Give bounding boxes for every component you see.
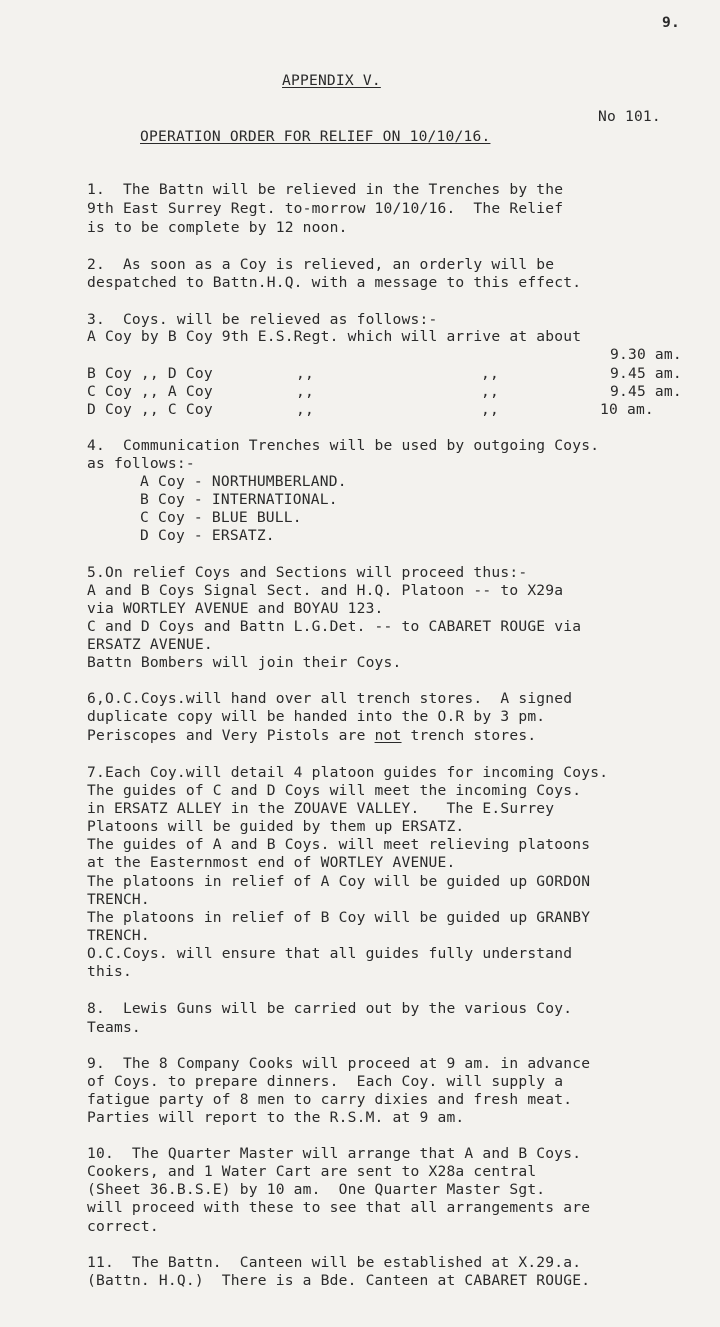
para7-line: The platoons in relief of B Coy will be guided up GRANBY [87, 909, 591, 926]
para5-line: 5.On relief Coys and Sections will proceed thus:- [87, 564, 528, 581]
para2-line: despatched to Battn.H.Q. with a message to this effect. [87, 274, 582, 291]
para8-line: Teams. [87, 1019, 141, 1036]
para7-line: The guides of A and B Coys. will meet relieving platoons [87, 836, 591, 853]
para6-text: Periscopes and Very Pistols are [87, 727, 375, 744]
para3-heading: 3. Coys. will be relieved as follows:- [87, 311, 438, 328]
trench-item: B Coy - INTERNATIONAL. [140, 491, 338, 508]
para9-line: 9. The 8 Company Cooks will proceed at 9 am. in advance [87, 1055, 591, 1072]
para7-line: 7.Each Coy.will detail 4 platoon guides for incoming Coys. [87, 764, 609, 781]
page-number: 9. [662, 14, 680, 31]
para5-line: via WORTLEY AVENUE and BOYAU 123. [87, 600, 384, 617]
para6-emphasis: not [374, 727, 402, 744]
trench-item: D Coy - ERSATZ. [140, 527, 275, 544]
para8-line: 8. Lewis Guns will be carried out by the various Coy. [87, 1000, 573, 1017]
para3-time-a: 9.30 am. [610, 346, 682, 363]
para5-line: Battn Bombers will join their Coys. [87, 654, 402, 671]
order-title: OPERATION ORDER FOR RELIEF ON 10/10/16. [140, 128, 491, 145]
para7-line: The platoons in relief of A Coy will be guided up GORDON [87, 873, 591, 890]
relief-row-coy: B Coy ,, D Coy [87, 365, 213, 382]
para7-line: O.C.Coys. will ensure that all guides fully understand [87, 945, 573, 962]
para5-line: A and B Coys Signal Sect. and H.Q. Platoon -- to X29a [87, 582, 564, 599]
relief-row-time: 9.45 am. [610, 383, 682, 400]
relief-row-coy: C Coy ,, A Coy [87, 383, 213, 400]
para11-line: (Battn. H.Q.) There is a Bde. Canteen at CABARET ROUGE. [87, 1272, 591, 1289]
para10-line: correct. [87, 1218, 159, 1235]
para7-line: TRENCH. [87, 927, 150, 944]
para6-line: duplicate copy will be handed into the O.R by 3 pm. [87, 708, 546, 725]
para6-line [87, 727, 536, 744]
para5-line: C and D Coys and Battn L.G.Det. -- to CABARET ROUGE via [87, 618, 582, 635]
para5-line: ERSATZ AVENUE. [87, 636, 213, 653]
relief-row-ditto: ,, [481, 383, 499, 400]
para6-line: 6,O.C.Coys.will hand over all trench stores. A signed [87, 690, 573, 707]
para7-line: TRENCH. [87, 891, 150, 908]
para7-line: in ERSATZ ALLEY in the ZOUAVE VALLEY. The E.Surrey [87, 800, 555, 817]
para9-line: Parties will report to the R.S.M. at 9 am. [87, 1109, 465, 1126]
para1-line: is to be complete by 12 noon. [87, 219, 348, 236]
para4-line: as follows:- [87, 455, 195, 472]
para10-line: Cookers, and 1 Water Cart are sent to X28a central [87, 1163, 537, 1180]
para6-text: trench stores. [401, 727, 537, 744]
trench-item: A Coy - NORTHUMBERLAND. [140, 473, 347, 490]
para9-line: fatigue party of 8 men to carry dixies and fresh meat. [87, 1091, 573, 1108]
para10-line: will proceed with these to see that all arrangements are [87, 1199, 591, 1216]
para7-line: The guides of C and D Coys will meet the incoming Coys. [87, 782, 582, 799]
order-number: No 101. [598, 108, 661, 125]
relief-row-ditto: ,, [296, 383, 314, 400]
para2-line: 2. As soon as a Coy is relieved, an orderly will be [87, 256, 555, 273]
para4-line: 4. Communication Trenches will be used by outgoing Coys. [87, 437, 600, 454]
relief-row-ditto: ,, [481, 365, 499, 382]
para9-line: of Coys. to prepare dinners. Each Coy. will supply a [87, 1073, 564, 1090]
relief-row-time: 10 am. [600, 401, 654, 418]
relief-row-ditto: ,, [296, 401, 314, 418]
para7-line: at the Easternmost end of WORTLEY AVENUE. [87, 854, 456, 871]
relief-row-ditto: ,, [296, 365, 314, 382]
para11-line: 11. The Battn. Canteen will be established at X.29.a. [87, 1254, 582, 1271]
relief-row-time: 9.45 am. [610, 365, 682, 382]
relief-row-ditto: ,, [481, 401, 499, 418]
para3-line-a: A Coy by B Coy 9th E.S.Regt. which will arrive at about [87, 328, 582, 345]
para7-line: Platoons will be guided by them up ERSATZ. [87, 818, 465, 835]
trench-item: C Coy - BLUE BULL. [140, 509, 302, 526]
para10-line: 10. The Quarter Master will arrange that A and B Coys. [87, 1145, 582, 1162]
para10-line: (Sheet 36.B.S.E) by 10 am. One Quarter Master Sgt. [87, 1181, 546, 1198]
para7-line: this. [87, 963, 132, 980]
relief-row-coy: D Coy ,, C Coy [87, 401, 213, 418]
para1-line: 1. The Battn will be relieved in the Trenches by the [87, 181, 564, 198]
para1-line: 9th East Surrey Regt. to-morrow 10/10/16. The Relief [87, 200, 564, 217]
appendix-title: APPENDIX V. [282, 72, 381, 89]
